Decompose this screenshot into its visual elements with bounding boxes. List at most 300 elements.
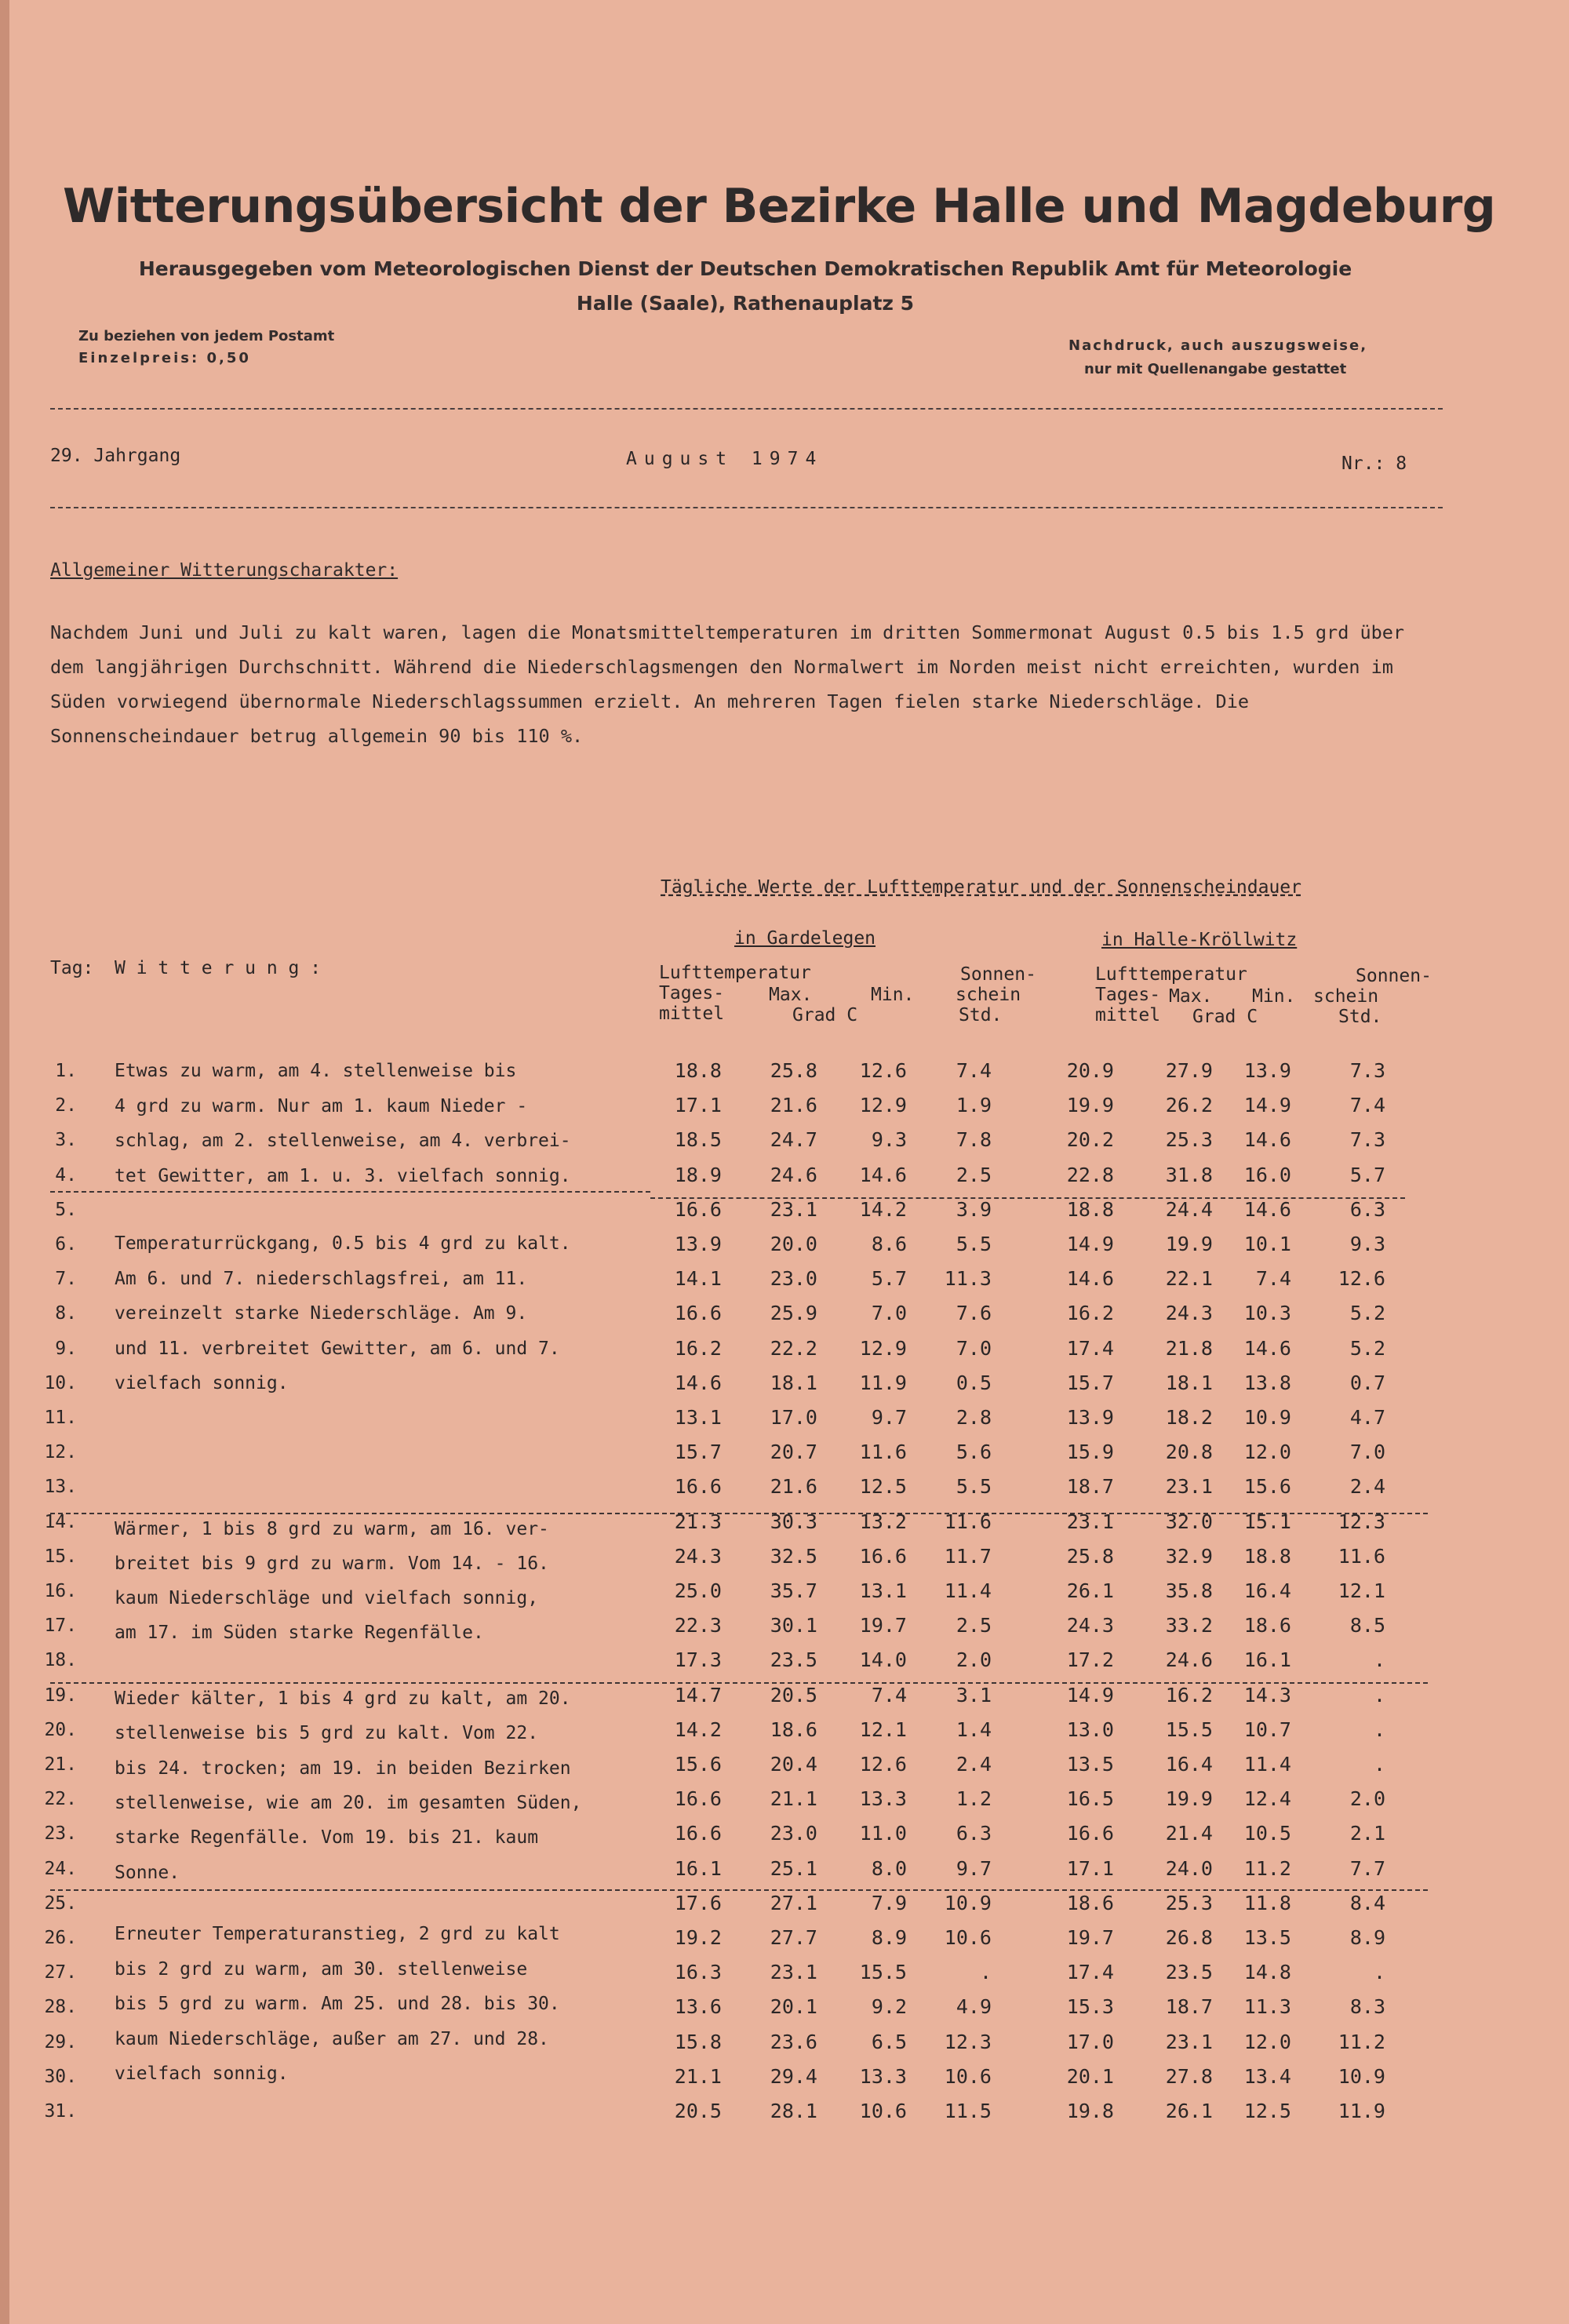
day-number: 26. xyxy=(44,1928,77,1948)
halle-value: 7.7 xyxy=(1349,1856,1385,1880)
halle-value: 24.6 xyxy=(1165,1648,1213,1672)
period-description-line: Temperaturrückgang, 0.5 bis 4 grd zu kalt. xyxy=(115,1233,571,1254)
gardelegen-value: 24.3 xyxy=(674,1544,722,1568)
gardelegen-value: 18.1 xyxy=(770,1371,817,1394)
g-tages: Tages- xyxy=(659,983,725,1004)
gardelegen-value: 2.0 xyxy=(956,1648,992,1672)
halle-value: 26.1 xyxy=(1165,2100,1213,2122)
day-number: 10. xyxy=(44,1372,77,1393)
halle-value: 16.2 xyxy=(1165,1683,1213,1707)
gardelegen-value: 10.9 xyxy=(944,1891,992,1914)
halle-value: 7.3 xyxy=(1349,1128,1385,1152)
gardelegen-value: 12.9 xyxy=(859,1094,907,1117)
gardelegen-value: 30.3 xyxy=(770,1510,817,1533)
h-max: Max. xyxy=(1169,986,1213,1007)
gardelegen-value: 21.1 xyxy=(770,1787,817,1811)
halle-value: 18.8 xyxy=(1243,1544,1291,1568)
halle-value: 11.8 xyxy=(1243,1891,1291,1914)
gardelegen-value: 15.7 xyxy=(674,1441,722,1464)
period-description-line: am 17. im Süden starke Regenfälle. xyxy=(115,1623,484,1643)
halle-value: . xyxy=(1373,1961,1385,1984)
halle-value: 21.4 xyxy=(1165,1822,1213,1845)
gardelegen-value: 0.5 xyxy=(956,1371,992,1394)
halle-value: 14.9 xyxy=(1243,1094,1291,1117)
gardelegen-value: 30.1 xyxy=(770,1614,817,1637)
halle-value: 11.3 xyxy=(1243,1995,1291,2019)
gardelegen-value: 17.1 xyxy=(674,1094,722,1117)
gardelegen-value: 16.6 xyxy=(674,1787,722,1811)
halle-value: 13.5 xyxy=(1066,1753,1114,1776)
halle-value: 24.0 xyxy=(1165,1856,1213,1880)
gardelegen-value: 16.3 xyxy=(674,1961,722,1984)
gardelegen-value: 23.1 xyxy=(770,1961,817,1984)
halle-value: 18.6 xyxy=(1243,1614,1291,1637)
day-number: 20. xyxy=(44,1719,77,1740)
halle-value: 32.0 xyxy=(1165,1510,1213,1533)
halle-value: 5.2 xyxy=(1349,1302,1385,1325)
gardelegen-value: 7.8 xyxy=(956,1128,992,1152)
gardelegen-value: 16.2 xyxy=(674,1336,722,1360)
gardelegen-value: 23.1 xyxy=(770,1197,817,1221)
day-number: 12. xyxy=(44,1442,77,1463)
gardelegen-value: 11.6 xyxy=(944,1510,992,1533)
halle-value: 11.2 xyxy=(1243,1856,1291,1880)
halle-value: 21.8 xyxy=(1165,1336,1213,1360)
gardelegen-value: 19.2 xyxy=(674,1926,722,1949)
halle-value: 20.9 xyxy=(1066,1059,1114,1082)
gardelegen-value: 11.9 xyxy=(859,1371,907,1394)
halle-value: 14.3 xyxy=(1243,1683,1291,1707)
halle-value: 10.9 xyxy=(1338,2064,1385,2088)
period-description-line: und 11. verbreitet Gewitter, am 6. und 7. xyxy=(115,1338,560,1359)
gardelegen-value: 7.4 xyxy=(871,1683,907,1707)
halle-value: 23.1 xyxy=(1066,1510,1114,1533)
halle-value: 15.6 xyxy=(1243,1475,1291,1499)
halle-value: 15.5 xyxy=(1165,1718,1213,1741)
gardelegen-value: 21.6 xyxy=(770,1094,817,1117)
halle-value: 14.9 xyxy=(1066,1683,1114,1707)
day-number: 21. xyxy=(44,1754,77,1775)
halle-value: 23.1 xyxy=(1165,2030,1213,2053)
halle-value: 23.1 xyxy=(1165,1475,1213,1499)
halle-value: 2.0 xyxy=(1349,1787,1385,1811)
gardelegen-value: 14.0 xyxy=(859,1648,907,1672)
gardelegen-value: 9.7 xyxy=(956,1856,992,1880)
gardelegen-value: 5.5 xyxy=(956,1475,992,1499)
halle-value: 5.7 xyxy=(1349,1163,1385,1186)
period-description-line: Am 6. und 7. niederschlagsfrei, am 11. xyxy=(115,1268,528,1289)
halle-value: 20.1 xyxy=(1066,2064,1114,2088)
period-description-line: bis 2 grd zu warm, am 30. stellenweise xyxy=(115,1958,528,1980)
halle-value: 2.4 xyxy=(1349,1475,1385,1499)
h-std: Std. xyxy=(1338,1007,1382,1027)
gardelegen-value: 12.6 xyxy=(859,1059,907,1082)
day-number: 18. xyxy=(44,1650,77,1671)
h-schein: schein xyxy=(1313,986,1379,1007)
gardelegen-value: 20.7 xyxy=(770,1441,817,1464)
g-grad: Grad C xyxy=(792,1005,858,1025)
gardelegen-value: 15.8 xyxy=(674,2030,722,2053)
g-std: Std. xyxy=(959,1005,1003,1025)
gardelegen-value: 13.9 xyxy=(674,1233,722,1255)
g-max: Max. xyxy=(769,985,813,1005)
halle-value: 12.6 xyxy=(1338,1267,1385,1291)
halle-value: 19.9 xyxy=(1066,1094,1114,1117)
h-sonnen: Sonnen- xyxy=(1356,966,1432,986)
halle-value: 15.1 xyxy=(1243,1510,1291,1533)
halle-value: 11.4 xyxy=(1243,1753,1291,1776)
gardelegen-value: 14.6 xyxy=(859,1163,907,1186)
halle-value: 13.9 xyxy=(1243,1059,1291,1082)
period-description-line: bis 24. trocken; am 19. in beiden Bezirken xyxy=(115,1758,571,1779)
gardelegen-value: 24.6 xyxy=(770,1163,817,1186)
gardelegen-value: 25.1 xyxy=(770,1856,817,1880)
halle-value: 16.4 xyxy=(1165,1753,1213,1776)
gardelegen-value: 21.1 xyxy=(674,2064,722,2088)
halle-value: 23.5 xyxy=(1165,1961,1213,1984)
halle-value: 17.2 xyxy=(1066,1648,1114,1672)
halle-value: 4.7 xyxy=(1349,1406,1385,1429)
period-description-line: kaum Niederschläge, außer am 27. und 28. xyxy=(115,2028,549,2049)
halle-value: 7.4 xyxy=(1349,1094,1385,1117)
day-number: 5. xyxy=(55,1199,77,1220)
period-description-line: Erneuter Temperaturanstieg, 2 grd zu kalt xyxy=(115,1924,560,1944)
day-number: 7. xyxy=(55,1269,77,1290)
gardelegen-value: 3.9 xyxy=(956,1197,992,1221)
halle-value: 12.1 xyxy=(1338,1579,1385,1602)
h-grad: Grad C xyxy=(1192,1007,1258,1027)
halle-value: 33.2 xyxy=(1165,1614,1213,1637)
table-title: Tägliche Werte der Lufttemperatur und der Sonnenscheindauer xyxy=(661,877,1301,898)
day-number: 25. xyxy=(44,1892,77,1914)
gardelegen-value: . xyxy=(979,1961,992,1984)
gardelegen-value: 3.1 xyxy=(956,1683,992,1707)
day-number: 19. xyxy=(44,1685,77,1706)
h-mittel: mittel xyxy=(1095,1005,1161,1025)
gardelegen-value: 18.9 xyxy=(674,1163,722,1186)
halle-value: 7.4 xyxy=(1255,1267,1291,1291)
gardelegen-value: 11.0 xyxy=(859,1822,907,1845)
gardelegen-value: 14.2 xyxy=(859,1197,907,1221)
halle-value: 10.9 xyxy=(1243,1406,1291,1429)
gardelegen-value: 6.5 xyxy=(871,2030,907,2053)
divider-top xyxy=(50,408,1443,410)
gardelegen-value: 13.3 xyxy=(859,1787,907,1811)
halle-value: 20.8 xyxy=(1165,1441,1213,1464)
halle-value: 13.8 xyxy=(1243,1371,1291,1394)
day-number: 1. xyxy=(55,1061,77,1081)
gardelegen-value: 16.6 xyxy=(674,1475,722,1499)
gardelegen-value: 23.0 xyxy=(770,1267,817,1291)
day-number: 9. xyxy=(55,1338,77,1359)
halle-value: 22.8 xyxy=(1066,1163,1114,1186)
gardelegen-value: 2.8 xyxy=(956,1406,992,1429)
day-number: 6. xyxy=(55,1234,77,1255)
gardelegen-value: 28.1 xyxy=(770,2100,817,2122)
halle-value: 11.2 xyxy=(1338,2030,1385,2053)
gardelegen-value: 9.2 xyxy=(871,1995,907,2019)
period-description-line: vereinzelt starke Niederschläge. Am 9. xyxy=(115,1303,528,1324)
gardelegen-value: 9.7 xyxy=(871,1406,907,1429)
gardelegen-value: 2.4 xyxy=(956,1753,992,1776)
volume-label: 29. Jahrgang xyxy=(50,446,181,466)
day-number: 31. xyxy=(44,2101,77,2122)
halle-value: 17.0 xyxy=(1066,2030,1114,2053)
halle-value: 14.6 xyxy=(1243,1128,1291,1152)
halle-value: 14.8 xyxy=(1243,1961,1291,1984)
day-number: 2. xyxy=(55,1095,77,1116)
period-separator-4 xyxy=(50,1889,1428,1891)
period-description-line: 4 grd zu warm. Nur am 1. kaum Nieder - xyxy=(115,1095,528,1116)
halle-value: 11.9 xyxy=(1338,2100,1385,2122)
halle-value: 14.6 xyxy=(1066,1267,1114,1291)
gardelegen-value: 7.0 xyxy=(956,1336,992,1360)
halle-value: 19.7 xyxy=(1066,1926,1114,1949)
halle-value: 13.5 xyxy=(1243,1926,1291,1949)
gardelegen-value: 12.6 xyxy=(859,1753,907,1776)
gardelegen-value: 35.7 xyxy=(770,1579,817,1602)
halle-value: 17.4 xyxy=(1066,1336,1114,1360)
gardelegen-value: 29.4 xyxy=(770,2064,817,2088)
gardelegen-value: 22.2 xyxy=(770,1336,817,1360)
h-lufttemp: Lufttemperatur xyxy=(1095,964,1247,985)
gardelegen-value: 7.0 xyxy=(871,1302,907,1325)
gardelegen-value: 8.0 xyxy=(871,1856,907,1880)
g-min: Min. xyxy=(871,985,915,1005)
gardelegen-value: 23.6 xyxy=(770,2030,817,2053)
halle-value: 19.9 xyxy=(1165,1787,1213,1811)
gardelegen-value: 20.1 xyxy=(770,1995,817,2019)
day-number: 16. xyxy=(44,1581,77,1601)
halle-value: 22.1 xyxy=(1165,1267,1213,1291)
day-number: 3. xyxy=(55,1130,77,1151)
day-number: 11. xyxy=(44,1408,77,1428)
section-heading: Allgemeiner Witterungscharakter: xyxy=(50,560,399,581)
document-title: Witterungsübersicht der Bezirke Halle und Magdeburg xyxy=(63,179,1496,234)
g-mittel: mittel xyxy=(659,1004,725,1024)
divider-bottom xyxy=(50,507,1443,508)
halle-value: 9.3 xyxy=(1349,1233,1385,1255)
g-sonnen: Sonnen- xyxy=(960,964,1036,985)
gardelegen-value: 18.8 xyxy=(674,1059,722,1082)
day-number: 29. xyxy=(44,2031,77,2053)
halle-value: 10.3 xyxy=(1243,1302,1291,1325)
halle-value: 24.3 xyxy=(1165,1302,1213,1325)
halle-value: . xyxy=(1373,1753,1385,1776)
period-description-line: tet Gewitter, am 1. u. 3. vielfach sonnig. xyxy=(115,1165,571,1186)
reprint-note-2: nur mit Quellenangabe gestattet xyxy=(1084,361,1347,377)
halle-value: 17.4 xyxy=(1066,1961,1114,1984)
halle-value: 7.0 xyxy=(1349,1441,1385,1464)
publisher-address: Halle (Saale), Rathenauplatz 5 xyxy=(576,292,915,315)
issue-month: August 1974 xyxy=(626,449,824,469)
halle-value: 8.4 xyxy=(1349,1891,1385,1914)
gardelegen-value: 16.6 xyxy=(674,1197,722,1221)
gardelegen-value: 14.7 xyxy=(674,1683,722,1707)
gardelegen-value: 8.6 xyxy=(871,1233,907,1255)
gardelegen-value: 13.1 xyxy=(674,1406,722,1429)
period-separator-1 xyxy=(50,1191,650,1193)
halle-value: 25.3 xyxy=(1165,1128,1213,1152)
gardelegen-value: 16.6 xyxy=(674,1822,722,1845)
day-number: 22. xyxy=(44,1789,77,1810)
halle-value: 12.3 xyxy=(1338,1510,1385,1533)
halle-value: 16.2 xyxy=(1066,1302,1114,1325)
gardelegen-value: 14.1 xyxy=(674,1267,722,1291)
halle-value: 32.9 xyxy=(1165,1544,1213,1568)
issue-number: Nr.: 8 xyxy=(1341,454,1407,474)
gardelegen-value: 17.6 xyxy=(674,1891,722,1914)
halle-value: 15.3 xyxy=(1066,1995,1114,2019)
gardelegen-value: 22.3 xyxy=(674,1614,722,1637)
halle-value: 5.2 xyxy=(1349,1336,1385,1360)
halle-value: 12.5 xyxy=(1243,2100,1291,2122)
day-number: 4. xyxy=(55,1164,77,1186)
period-description-line: Wieder kälter, 1 bis 4 grd zu kalt, am 20. xyxy=(115,1688,571,1709)
h-tages: Tages- xyxy=(1095,985,1161,1005)
period-description-line: breitet bis 9 grd zu warm. Vom 14. - 16. xyxy=(115,1554,549,1574)
gardelegen-value: 16.6 xyxy=(859,1544,907,1568)
gardelegen-value: 1.9 xyxy=(956,1094,992,1117)
gardelegen-value: 1.4 xyxy=(956,1718,992,1741)
halle-value: 12.4 xyxy=(1243,1787,1291,1811)
day-number: 8. xyxy=(55,1303,77,1324)
availability-note: Zu beziehen von jedem Postamt xyxy=(78,328,335,344)
period-description-line: kaum Niederschläge und vielfach sonnig, xyxy=(115,1588,539,1608)
gardelegen-value: 20.5 xyxy=(674,2100,722,2122)
halle-value: 35.8 xyxy=(1165,1579,1213,1602)
halle-value: 14.6 xyxy=(1243,1197,1291,1221)
col-tag: Tag: xyxy=(50,958,94,978)
gardelegen-value: 20.4 xyxy=(770,1753,817,1776)
gardelegen-value: 11.6 xyxy=(859,1441,907,1464)
halle-value: 0.7 xyxy=(1349,1371,1385,1394)
gardelegen-value: 4.9 xyxy=(956,1995,992,2019)
halle-value: 25.3 xyxy=(1165,1891,1213,1914)
halle-value: 26.8 xyxy=(1165,1926,1213,1949)
gardelegen-value: 25.9 xyxy=(770,1302,817,1325)
period-description-line: vielfach sonnig. xyxy=(115,2064,289,2084)
day-number: 13. xyxy=(44,1477,77,1498)
halle-value: 14.9 xyxy=(1066,1233,1114,1255)
halle-value: 16.6 xyxy=(1066,1822,1114,1845)
gardelegen-value: 11.4 xyxy=(944,1579,992,1602)
gardelegen-value: 9.3 xyxy=(871,1128,907,1152)
halle-value: 13.4 xyxy=(1243,2064,1291,2088)
gardelegen-value: 25.0 xyxy=(674,1579,722,1602)
gardelegen-value: 10.6 xyxy=(944,1926,992,1949)
halle-value: 10.1 xyxy=(1243,1233,1291,1255)
gardelegen-value: 5.5 xyxy=(956,1233,992,1255)
halle-value: 19.8 xyxy=(1066,2100,1114,2122)
halle-value: 13.9 xyxy=(1066,1406,1114,1429)
halle-value: 19.9 xyxy=(1165,1233,1213,1255)
gardelegen-value: 21.6 xyxy=(770,1475,817,1499)
halle-value: 8.3 xyxy=(1349,1995,1385,2019)
gardelegen-value: 8.9 xyxy=(871,1926,907,1949)
halle-value: 25.8 xyxy=(1066,1544,1114,1568)
halle-value: . xyxy=(1373,1648,1385,1672)
halle-value: 15.9 xyxy=(1066,1441,1114,1464)
gardelegen-value: 27.7 xyxy=(770,1926,817,1949)
halle-value: 31.8 xyxy=(1165,1163,1213,1186)
gardelegen-value: 13.1 xyxy=(859,1579,907,1602)
publisher-line: Herausgegeben vom Meteorologischen Dienst der Deutschen Demokratischen Republik Amt für Meteorologie xyxy=(138,257,1352,280)
gardelegen-value: 1.2 xyxy=(956,1787,992,1811)
halle-value: 18.1 xyxy=(1165,1371,1213,1394)
halle-value: 18.8 xyxy=(1066,1197,1114,1221)
halle-value: 13.0 xyxy=(1066,1718,1114,1741)
gardelegen-value: 13.2 xyxy=(859,1510,907,1533)
gardelegen-value: 5.7 xyxy=(871,1267,907,1291)
period-description-line: schlag, am 2. stellenweise, am 4. verbrei- xyxy=(115,1131,571,1151)
gardelegen-value: 19.7 xyxy=(859,1614,907,1637)
halle-value: 18.6 xyxy=(1066,1891,1114,1914)
day-number: 24. xyxy=(44,1858,77,1879)
halle-value: 8.5 xyxy=(1349,1614,1385,1637)
halle-value: 17.1 xyxy=(1066,1856,1114,1880)
reprint-note-1: Nachdruck, auch auszugsweise, xyxy=(1068,337,1368,354)
halle-value: 10.5 xyxy=(1243,1822,1291,1845)
period-description-line: starke Regenfälle. Vom 19. bis 21. kaum xyxy=(115,1827,539,1849)
gardelegen-value: 5.6 xyxy=(956,1441,992,1464)
halle-value: . xyxy=(1373,1683,1385,1707)
gardelegen-value: 17.0 xyxy=(770,1406,817,1429)
h-min: Min. xyxy=(1252,986,1296,1007)
gardelegen-value: 15.6 xyxy=(674,1753,722,1776)
gardelegen-value: 14.2 xyxy=(674,1718,722,1741)
gardelegen-value: 2.5 xyxy=(956,1614,992,1637)
gardelegen-value: 12.1 xyxy=(859,1718,907,1741)
halle-value: 2.1 xyxy=(1349,1822,1385,1845)
halle-value: 16.0 xyxy=(1243,1163,1291,1186)
period-description-line: stellenweise bis 5 grd zu kalt. Vom 22. xyxy=(115,1723,539,1744)
gardelegen-value: 20.0 xyxy=(770,1233,817,1255)
gardelegen-value: 7.4 xyxy=(956,1059,992,1082)
price-note: Einzelpreis: 0,50 xyxy=(78,350,251,366)
halle-value: 16.1 xyxy=(1243,1648,1291,1672)
gardelegen-value: 6.3 xyxy=(956,1822,992,1845)
gardelegen-value: 13.6 xyxy=(674,1995,722,2019)
halle-value: 16.4 xyxy=(1243,1579,1291,1602)
halle-value: 26.2 xyxy=(1165,1094,1213,1117)
day-number: 27. xyxy=(44,1962,77,1983)
gardelegen-value: 17.3 xyxy=(674,1648,722,1672)
g-lufttemp: Lufttemperatur xyxy=(659,963,811,983)
halle-value: 24.4 xyxy=(1165,1197,1213,1221)
halle-value: 6.3 xyxy=(1349,1197,1385,1221)
halle-value: 26.1 xyxy=(1066,1579,1114,1602)
halle-value: 24.3 xyxy=(1066,1614,1114,1637)
general-paragraph: Nachdem Juni und Juli zu kalt waren, lagen die Monatsmitteltemperaturen im dritten Sommermonat August 0.5 bis 1.5 grd über dem langjährigen Durchschnitt. Während die Niederschlagsmengen den Normalwert im Norden meist nicht erreichten, wurden im Süden vorwiegend übernormale Niederschlagssummen erzielt. An mehreren Tagen fielen starke Niederschläge. Die Sonnenscheindauer betrug allgemein 90 bis 110 %. xyxy=(50,621,1405,747)
gardelegen-value: 11.7 xyxy=(944,1544,992,1568)
period-description-line: bis 5 grd zu warm. Am 25. und 28. bis 30. xyxy=(115,1994,560,2014)
halle-value: 10.7 xyxy=(1243,1718,1291,1741)
period-description-line: vielfach sonnig. xyxy=(115,1373,289,1393)
station-gardelegen: in Gardelegen xyxy=(734,928,876,949)
day-number: 23. xyxy=(44,1823,77,1845)
g-schein: schein xyxy=(956,985,1021,1005)
gardelegen-value: 32.5 xyxy=(770,1544,817,1568)
gardelegen-value: 13.3 xyxy=(859,2064,907,2088)
gardelegen-value: 23.5 xyxy=(770,1648,817,1672)
halle-value: 11.6 xyxy=(1338,1544,1385,1568)
gardelegen-value: 11.3 xyxy=(944,1267,992,1291)
period-description-line: Wärmer, 1 bis 8 grd zu warm, am 16. ver- xyxy=(115,1519,549,1539)
gardelegen-value: 16.6 xyxy=(674,1302,722,1325)
period-description-line: Etwas zu warm, am 4. stellenweise bis xyxy=(115,1061,517,1081)
period-description-line: Sonne. xyxy=(115,1862,180,1883)
